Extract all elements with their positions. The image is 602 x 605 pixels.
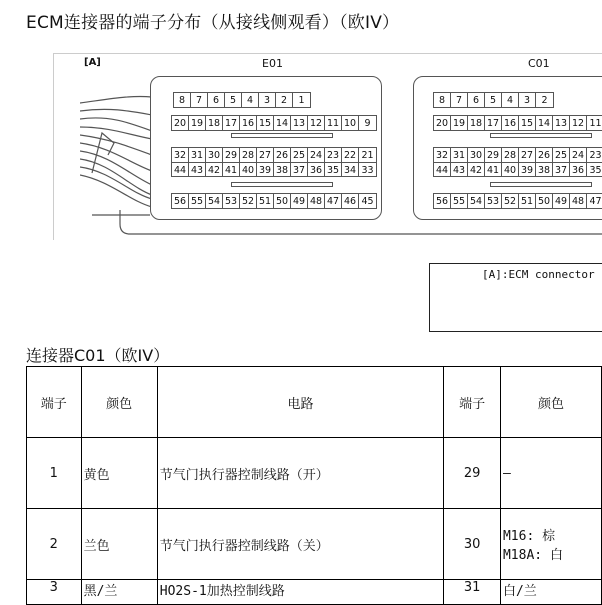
pin-table	[26, 366, 602, 605]
color-cell: 兰色	[81, 509, 157, 580]
c01-pin-37: 37	[553, 163, 570, 177]
e01-row-3-4	[171, 147, 377, 177]
e01-row-1	[173, 92, 311, 108]
e01-pin-45: 45	[361, 195, 374, 207]
c01-pin-49: 49	[553, 194, 570, 208]
circuit-cell: HO2S-1加热控制线路	[157, 580, 444, 605]
c01-pin-4: 4	[502, 93, 519, 107]
e01-pin-53: 53	[223, 194, 240, 208]
c01-pin-41: 41	[485, 163, 502, 177]
e01-pin-24: 24	[308, 148, 325, 162]
color-cell-2: 白/兰	[500, 580, 601, 605]
header-circuit: 电路	[157, 367, 444, 438]
e01-pin-48: 48	[308, 194, 325, 208]
e01-pin-34: 34	[342, 163, 359, 177]
c01-pin-7: 7	[451, 93, 468, 107]
e01-pin-51: 51	[257, 194, 274, 208]
e01-pin-29: 29	[223, 148, 240, 162]
c01-pin-30: 30	[468, 148, 485, 162]
terminal-cell-2: 29	[444, 438, 501, 509]
header-color: 颜色	[81, 367, 157, 438]
e01-pin-47: 47	[325, 194, 342, 208]
e01-pin-10: 10	[342, 116, 359, 130]
table-row	[27, 438, 602, 509]
e01-pin-40: 40	[240, 163, 257, 177]
e01-pin-13: 13	[291, 116, 308, 130]
terminal-cell-2: 31	[444, 580, 501, 605]
c01-pin-11: 11	[589, 117, 602, 129]
c01-pin-2: 2	[541, 94, 548, 106]
e01-pin-1: 1	[298, 94, 305, 106]
e01-pin-55: 55	[189, 194, 206, 208]
e01-pin-22: 22	[342, 148, 359, 162]
c01-pin-23: 23	[589, 149, 602, 161]
c01-pin-52: 52	[502, 194, 519, 208]
e01-pin-23: 23	[325, 148, 342, 162]
e01-pin-9: 9	[364, 117, 371, 129]
c01-key-bar-2	[490, 182, 592, 187]
c01-pin-18: 18	[468, 116, 485, 130]
e01-pin-19: 19	[189, 116, 206, 130]
page-title: ECM连接器的端子分布（从接线侧观看）（欧IV）	[26, 13, 400, 33]
e01-pin-31: 31	[189, 148, 206, 162]
e01-pin-6: 6	[208, 93, 225, 107]
e01-pin-5: 5	[225, 93, 242, 107]
e01-pin-35: 35	[325, 163, 342, 177]
circuit-cell: 节气门执行器控制线路（关）	[157, 509, 444, 580]
e01-pin-50: 50	[274, 194, 291, 208]
c01-pin-16: 16	[502, 116, 519, 130]
c01-pin-14: 14	[536, 116, 553, 130]
c01-row-3	[434, 148, 602, 163]
c01-pin-32: 32	[434, 148, 451, 162]
e01-pin-26: 26	[274, 148, 291, 162]
e01-pin-54: 54	[206, 194, 223, 208]
e01-pin-20: 20	[172, 116, 189, 130]
c01-pin-36: 36	[570, 163, 587, 177]
e01-pin-18: 18	[206, 116, 223, 130]
c01-pin-53: 53	[485, 194, 502, 208]
header-terminal: 端子	[27, 367, 82, 438]
terminal-cell-2: 30	[444, 509, 501, 580]
table-row	[27, 509, 602, 580]
c01-pin-15: 15	[519, 116, 536, 130]
e01-pin-4: 4	[242, 93, 259, 107]
color-cell-2: M16: 棕 M18A: 白	[500, 509, 601, 580]
e01-pin-8: 8	[174, 93, 191, 107]
c01-pin-3: 3	[519, 93, 536, 107]
section-title: 连接器C01（欧IV）	[26, 346, 170, 365]
c01-pin-40: 40	[502, 163, 519, 177]
e01-pin-25: 25	[291, 148, 308, 162]
color-cell: 黑/兰	[81, 580, 157, 605]
c01-pin-29: 29	[485, 148, 502, 162]
c01-pin-5: 5	[485, 93, 502, 107]
c01-pin-17: 17	[485, 116, 502, 130]
terminal-cell: 3	[27, 580, 82, 605]
e01-pin-49: 49	[291, 194, 308, 208]
e01-key-bar-2	[231, 182, 333, 187]
c01-pin-48: 48	[570, 194, 587, 208]
e01-pin-7: 7	[191, 93, 208, 107]
e01-pin-30: 30	[206, 148, 223, 162]
c01-pin-12: 12	[570, 116, 587, 130]
e01-pin-43: 43	[189, 163, 206, 177]
e01-pin-2: 2	[276, 93, 293, 107]
e01-pin-28: 28	[240, 148, 257, 162]
terminal-cell: 1	[27, 438, 82, 509]
c01-row-4	[434, 163, 602, 177]
e01-pin-14: 14	[274, 116, 291, 130]
c01-row-2	[433, 115, 602, 131]
e01-pin-44: 44	[172, 163, 189, 177]
c01-pin-42: 42	[468, 163, 485, 177]
e01-pin-41: 41	[223, 163, 240, 177]
c01-pin-31: 31	[451, 148, 468, 162]
c01-pin-51: 51	[519, 194, 536, 208]
figure-tag: [A]	[84, 57, 101, 68]
circuit-cell: 节气门执行器控制线路（开）	[157, 438, 444, 509]
terminal-cell: 2	[27, 509, 82, 580]
c01-pin-19: 19	[451, 116, 468, 130]
c01-key-bar	[490, 133, 592, 138]
header-color-2: 颜色	[500, 367, 601, 438]
e01-pin-12: 12	[308, 116, 325, 130]
c01-pin-39: 39	[519, 163, 536, 177]
e01-pin-3: 3	[259, 93, 276, 107]
color-cell-2: —	[500, 438, 601, 509]
e01-pin-42: 42	[206, 163, 223, 177]
e01-pin-21: 21	[361, 149, 374, 161]
table-header-row	[27, 367, 602, 438]
c01-pin-24: 24	[570, 148, 587, 162]
e01-pin-11: 11	[325, 116, 342, 130]
c01-pin-25: 25	[553, 148, 570, 162]
c01-pin-6: 6	[468, 93, 485, 107]
e01-row-5	[171, 193, 377, 209]
e01-pin-52: 52	[240, 194, 257, 208]
e01-row-2	[171, 115, 377, 131]
e01-pin-33: 33	[361, 164, 374, 176]
c01-pin-20: 20	[434, 116, 451, 130]
c01-pin-35: 35	[589, 164, 602, 176]
e01-pin-32: 32	[172, 148, 189, 162]
c01-pin-55: 55	[451, 194, 468, 208]
e01-pin-17: 17	[223, 116, 240, 130]
c01-pin-26: 26	[536, 148, 553, 162]
c01-pin-54: 54	[468, 194, 485, 208]
c01-pin-27: 27	[519, 148, 536, 162]
color-cell: 黄色	[81, 438, 157, 509]
e01-pin-38: 38	[274, 163, 291, 177]
e01-pin-37: 37	[291, 163, 308, 177]
e01-pin-46: 46	[342, 194, 359, 208]
e01-pin-39: 39	[257, 163, 274, 177]
table-row	[27, 580, 602, 605]
c01-pin-8: 8	[434, 93, 451, 107]
connector-label-e01: E01	[262, 57, 283, 70]
c01-pin-47: 47	[589, 195, 602, 207]
figure-caption: [A]:ECM connector	[429, 263, 602, 332]
c01-row-3-4	[433, 147, 602, 177]
e01-key-bar	[231, 133, 333, 138]
c01-pin-50: 50	[536, 194, 553, 208]
e01-row-4	[172, 163, 376, 177]
c01-pin-13: 13	[553, 116, 570, 130]
c01-row-5	[433, 193, 602, 209]
e01-pin-16: 16	[240, 116, 257, 130]
c01-pin-43: 43	[451, 163, 468, 177]
e01-pin-27: 27	[257, 148, 274, 162]
c01-pin-44: 44	[434, 163, 451, 177]
connector-label-c01: C01	[528, 57, 550, 70]
c01-pin-28: 28	[502, 148, 519, 162]
c01-pin-38: 38	[536, 163, 553, 177]
e01-row-3	[172, 148, 376, 163]
c01-row-1	[433, 92, 554, 108]
c01-pin-56: 56	[434, 194, 451, 208]
e01-pin-15: 15	[257, 116, 274, 130]
e01-pin-36: 36	[308, 163, 325, 177]
e01-pin-56: 56	[172, 194, 189, 208]
header-terminal-2: 端子	[444, 367, 501, 438]
